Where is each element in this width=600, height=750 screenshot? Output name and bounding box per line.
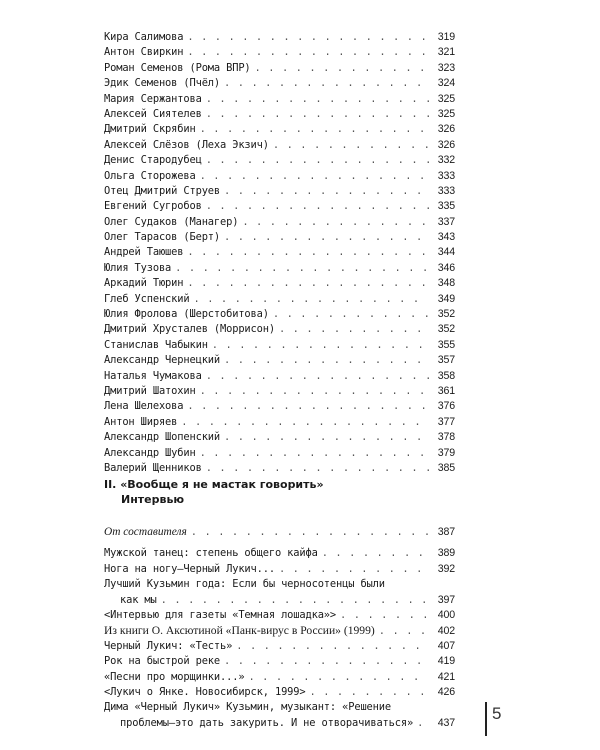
dot-leader — [236, 639, 429, 654]
toc-entry-page: 352 — [437, 323, 455, 336]
toc-entry[interactable] — [104, 415, 455, 430]
toc-entry-title: Нога на ногу—Черный Лукич... — [104, 562, 275, 575]
section-heading-line1: II. «Вообще я не мастак говорить» — [104, 478, 324, 491]
toc-entry-title: Олег Судаков (Манагер) — [104, 215, 239, 228]
dot-leader — [279, 322, 429, 337]
toc-entry[interactable] — [104, 307, 455, 322]
toc-entry-page: 389 — [437, 547, 455, 560]
toc-entry[interactable] — [104, 76, 455, 91]
toc-entry-title: Глеб Успенский — [104, 292, 190, 305]
toc-entry-title: Алексей Сиятелев — [104, 107, 202, 120]
toc-entry[interactable] — [104, 654, 455, 669]
dot-leader — [187, 45, 429, 60]
toc-entry-page: 344 — [437, 246, 455, 259]
toc-entry[interactable] — [104, 369, 455, 384]
toc-entry-page: 361 — [437, 384, 455, 397]
toc-entry-page: 323 — [437, 61, 455, 74]
dot-leader — [224, 430, 429, 445]
dot-leader — [273, 138, 429, 153]
toc-entry[interactable] — [104, 623, 455, 638]
toc-entry-page: 319 — [437, 31, 455, 43]
toc-entry-page: 426 — [437, 685, 455, 698]
dot-leader — [224, 76, 429, 91]
toc-section-entries — [104, 546, 455, 731]
toc-entry-title: Лена Шелехова — [104, 400, 184, 413]
toc-entry-title: Эдик Семенов (Пчёл) — [104, 77, 221, 90]
toc-entry-title: Из книги О. Аксютиной «Панк-вирус в России» (1999) — [104, 624, 375, 638]
toc-entry-page: 349 — [437, 292, 455, 305]
toc-entry-title: как мы — [120, 593, 157, 606]
toc-entry-title: Дмитрий Шатохин — [104, 384, 196, 397]
toc-entry-page: 325 — [437, 107, 455, 120]
toc-entry[interactable] — [104, 153, 455, 168]
toc-entry-page: 352 — [437, 308, 455, 321]
toc-entry[interactable] — [104, 353, 455, 368]
toc-entry[interactable] — [104, 169, 455, 184]
toc-entry-page: 421 — [437, 670, 455, 683]
dot-leader — [224, 230, 429, 245]
page-number: 5 — [492, 704, 502, 723]
dot-leader — [206, 199, 429, 214]
toc-entry-page: 397 — [437, 593, 455, 606]
dot-leader — [224, 353, 429, 368]
toc-entry-title: Дима «Черный Лукич» Кузьмин, музыкант: «Решение — [104, 701, 391, 714]
toc-entry[interactable] — [104, 399, 455, 414]
toc-names-list — [104, 30, 455, 476]
toc-entry-page: 376 — [437, 400, 455, 413]
toc-entry-title: Роман Семенов (Рома ВПР) — [104, 61, 251, 74]
toc-entry-page: 333 — [437, 184, 455, 197]
toc-entry-page: 437 — [437, 716, 455, 729]
dot-leader — [200, 122, 429, 137]
toc-entry-title: <Интервью для газеты «Темная лошадка»> — [104, 608, 337, 621]
toc-entry-title: Олег Тарасов (Берт) — [104, 231, 221, 244]
toc-entry[interactable] — [104, 670, 455, 685]
toc-entry-title: Антон Ширяев — [104, 415, 178, 428]
dot-leader — [224, 184, 429, 199]
dot-leader — [206, 461, 429, 476]
toc-entry-page: 377 — [437, 415, 455, 428]
toc-entry-title: Черный Лукич: «Тесть» — [104, 639, 233, 652]
dot-leader — [206, 369, 429, 384]
toc-entry[interactable] — [104, 322, 455, 337]
toc-entry-title: Кира Салимова — [104, 31, 184, 43]
toc-entry-title: <Лукич о Янке. Новосибирск, 1999> — [104, 685, 306, 698]
toc-entry[interactable] — [104, 30, 455, 45]
dot-leader — [206, 107, 429, 122]
toc-entry-editor-note[interactable] — [104, 525, 455, 540]
toc-entry-title: Юлия Тузова — [104, 261, 172, 274]
dot-leader — [255, 61, 429, 76]
toc-entry[interactable] — [104, 384, 455, 399]
toc-entry-page: 324 — [437, 77, 455, 90]
toc-entry-title: Станислав Чабыкин — [104, 338, 208, 351]
toc-entry-title: Мужской танец: степень общего кайфа — [104, 547, 318, 560]
toc-entry[interactable] — [104, 138, 455, 153]
toc-entry-title: Алексей Слёзов (Леха Экзич) — [104, 138, 269, 151]
toc-entry[interactable] — [104, 261, 455, 276]
toc-entry-title: Дмитрий Хрусталев (Моррисон) — [104, 323, 275, 336]
toc-entry[interactable] — [104, 276, 455, 291]
dot-leader — [206, 153, 429, 168]
toc-entry[interactable] — [104, 292, 455, 307]
dot-leader — [200, 169, 429, 184]
dot-leader — [200, 446, 429, 461]
section-heading — [104, 477, 324, 507]
dot-leader — [379, 624, 429, 639]
toc-entry[interactable] — [104, 338, 455, 353]
toc-entry-title: Юлия Фролова (Шерстобитова) — [104, 308, 269, 321]
toc-entry[interactable] — [104, 122, 455, 137]
toc-entry-title: Наталья Чумакова — [104, 369, 202, 382]
toc-entry[interactable] — [104, 199, 455, 214]
toc-entry[interactable] — [104, 562, 455, 577]
toc-entry[interactable] — [104, 61, 455, 76]
toc-entry-page: 355 — [437, 338, 455, 351]
dot-leader — [175, 261, 429, 276]
dot-leader — [187, 399, 429, 414]
toc-entry-title: Рок на быстрой реке — [104, 655, 221, 668]
toc-entry-page: 378 — [437, 431, 455, 444]
toc-entry[interactable] — [104, 45, 455, 60]
dot-leader — [193, 292, 429, 307]
dot-leader — [187, 276, 429, 291]
toc-entry-page: 392 — [437, 562, 455, 575]
toc-entry[interactable] — [104, 245, 455, 260]
toc-entry[interactable] — [104, 685, 455, 700]
toc-section-list — [104, 525, 455, 731]
dot-leader — [181, 415, 429, 430]
toc-entry-title: «Песни про морщинки...» — [104, 670, 245, 683]
dot-leader — [417, 716, 429, 731]
dot-leader — [273, 307, 429, 322]
toc-entry[interactable] — [104, 430, 455, 445]
toc-entry-title: Александр Шубин — [104, 446, 196, 459]
toc-entry-title: проблемы—это дать закурить. И не отворачиваться» — [120, 716, 414, 729]
dot-leader — [187, 30, 429, 45]
toc-entry-title: Андрей Таюшев — [104, 246, 184, 259]
toc-entry[interactable] — [104, 577, 455, 592]
toc-entry-page: 337 — [437, 215, 455, 228]
toc-entry-page: 385 — [437, 461, 455, 474]
toc-entry[interactable] — [104, 215, 455, 230]
toc-entry-title: Отец Дмитрий Струев — [104, 184, 221, 197]
folio-rule — [485, 702, 487, 736]
toc-entry-page: 348 — [437, 277, 455, 290]
dot-leader — [279, 562, 429, 577]
toc-entry-page: 402 — [437, 625, 455, 638]
toc-entry-title: Аркадий Тюрин — [104, 277, 184, 290]
toc-entry[interactable] — [104, 92, 455, 107]
toc-entry-title: Мария Сержантова — [104, 92, 202, 105]
toc-entry-title: Антон Свиркин — [104, 46, 184, 59]
toc-entry[interactable] — [104, 230, 455, 245]
toc-entry-page: 419 — [437, 655, 455, 668]
dot-leader — [224, 654, 429, 669]
toc-entry-page: 333 — [437, 169, 455, 182]
toc-entry-title: Лучший Кузьмин года: Если бы черносотенцы были — [104, 578, 385, 591]
dot-leader — [200, 384, 429, 399]
toc-entry[interactable] — [104, 446, 455, 461]
dot-leader — [322, 546, 429, 561]
toc-entry-page: 325 — [437, 92, 455, 105]
toc-entry-page: 326 — [437, 138, 455, 151]
toc-entry[interactable] — [104, 700, 455, 715]
toc-entry-title: Дмитрий Скрябин — [104, 123, 196, 136]
toc-entry[interactable] — [104, 608, 455, 623]
toc-entry-title: Евгений Сугробов — [104, 200, 202, 213]
toc-entry-page: 387 — [437, 526, 455, 538]
toc-entry-page: 346 — [437, 261, 455, 274]
toc-entry[interactable] — [104, 593, 455, 608]
dot-leader — [187, 245, 429, 260]
dot-leader — [340, 608, 429, 623]
toc-entry-title: Валерий Щенников — [104, 461, 202, 474]
toc-entry[interactable] — [104, 639, 455, 654]
dot-leader — [248, 670, 429, 685]
dot-leader — [242, 215, 429, 230]
dot-leader — [161, 593, 429, 608]
toc-entry-title: От составителя — [104, 526, 187, 538]
toc-entry-title: Ольга Сторожева — [104, 169, 196, 182]
toc-entry[interactable] — [104, 716, 455, 731]
toc-entry-title: Александр Чернецкий — [104, 354, 221, 367]
section-heading-line2: Интервью — [121, 493, 185, 506]
toc-entry-page: 407 — [437, 639, 455, 652]
dot-leader — [310, 685, 430, 700]
toc-entry[interactable] — [104, 461, 455, 476]
dot-leader — [191, 525, 429, 540]
dot-leader — [212, 338, 429, 353]
toc-entry[interactable] — [104, 546, 455, 561]
toc-entry-title: Александр Шопенский — [104, 431, 221, 444]
toc-entry-page: 326 — [437, 123, 455, 136]
toc-entry-page: 321 — [437, 46, 455, 59]
dot-leader — [206, 92, 429, 107]
toc-entry[interactable] — [104, 184, 455, 199]
toc-entry-page: 379 — [437, 446, 455, 459]
toc-entry-page: 400 — [437, 608, 455, 621]
toc-entry-page: 357 — [437, 354, 455, 367]
toc-entry-title: Денис Стародубец — [104, 154, 202, 167]
toc-entry-page: 335 — [437, 200, 455, 213]
toc-entry-page: 358 — [437, 369, 455, 382]
toc-entry-page: 343 — [437, 231, 455, 244]
toc-entry[interactable] — [104, 107, 455, 122]
toc-entry-page: 332 — [437, 154, 455, 167]
